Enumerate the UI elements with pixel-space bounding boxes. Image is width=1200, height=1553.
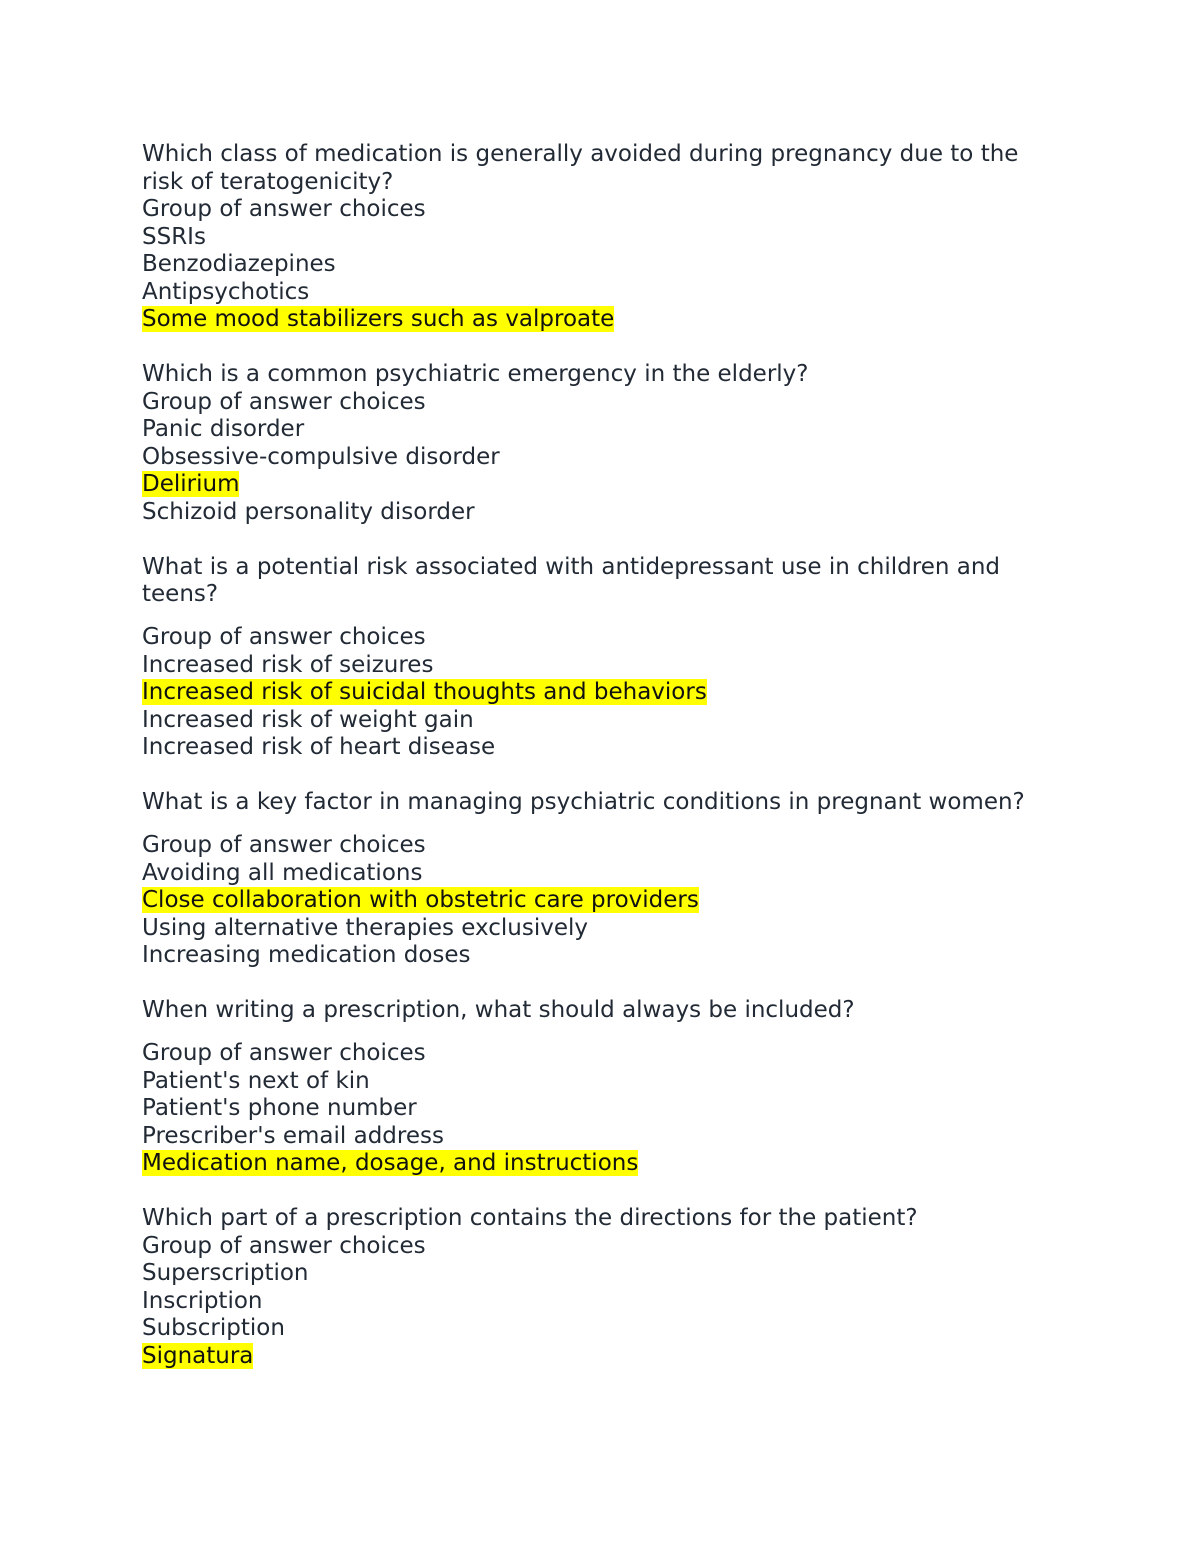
answer-choice: Schizoid personality disorder	[142, 498, 475, 525]
answer-choice: Subscription	[142, 1315, 285, 1341]
group-label: Group of answer choices	[142, 196, 426, 222]
question-block	[142, 789, 1062, 970]
answer-choice: Inscription	[142, 1287, 263, 1314]
group-label: Group of answer choices	[142, 832, 426, 858]
question-text: What is a potential risk associated with antidepressant use in children and teens?	[142, 553, 1001, 607]
answer-choice-highlighted: Medication name, dosage, and instructions	[142, 1150, 639, 1176]
answer-choice: Using alternative therapies exclusively	[142, 914, 588, 941]
question-block	[142, 554, 1062, 762]
document-body	[142, 141, 1062, 1370]
answer-choice-highlighted: Some mood stabilizers such as valproate	[142, 306, 615, 332]
answer-choice: Antipsychotics	[142, 278, 310, 305]
group-label: Group of answer choices	[142, 624, 426, 650]
answer-choice: Obsessive-compulsive disorder	[142, 443, 500, 470]
answer-choice: SSRIs	[142, 223, 206, 250]
answer-choice-highlighted: Signatura	[142, 1342, 254, 1369]
question-text: Which is a common psychiatric emergency in the elderly?	[142, 361, 809, 387]
answer-choice: Avoiding all medications	[142, 859, 423, 886]
group-label: Group of answer choices	[142, 1040, 426, 1066]
answer-choice: Panic disorder	[142, 416, 305, 442]
group-label: Group of answer choices	[142, 1232, 426, 1259]
answer-choice: Increased risk of weight gain	[142, 706, 474, 733]
answer-choice: Superscription	[142, 1260, 309, 1286]
question-block	[142, 997, 1062, 1178]
answer-choice: Increasing medication doses	[142, 942, 471, 968]
question-block	[142, 1205, 1062, 1370]
question-block	[142, 141, 1062, 334]
question-block	[142, 361, 1062, 526]
answer-choice: Benzodiazepines	[142, 251, 336, 277]
answer-choice-highlighted: Close collaboration with obstetric care providers	[142, 887, 699, 913]
group-label: Group of answer choices	[142, 388, 426, 415]
question-text: What is a key factor in managing psychiatric conditions in pregnant women?	[142, 789, 1025, 815]
question-text: When writing a prescription, what should always be included?	[142, 997, 855, 1023]
question-text: Which class of medication is generally avoided during pregnancy due to the risk of teratogenicity?	[142, 141, 1019, 195]
question-text: Which part of a prescription contains the directions for the patient?	[142, 1205, 918, 1231]
answer-choice-highlighted: Increased risk of suicidal thoughts and behaviors	[142, 679, 707, 705]
answer-choice: Prescriber's email address	[142, 1122, 444, 1149]
answer-choice: Patient's phone number	[142, 1095, 417, 1121]
answer-choice: Patient's next of kin	[142, 1067, 370, 1094]
answer-choice: Increased risk of seizures	[142, 651, 434, 678]
answer-choice: Increased risk of heart disease	[142, 734, 496, 760]
answer-choice-highlighted: Delirium	[142, 471, 240, 497]
